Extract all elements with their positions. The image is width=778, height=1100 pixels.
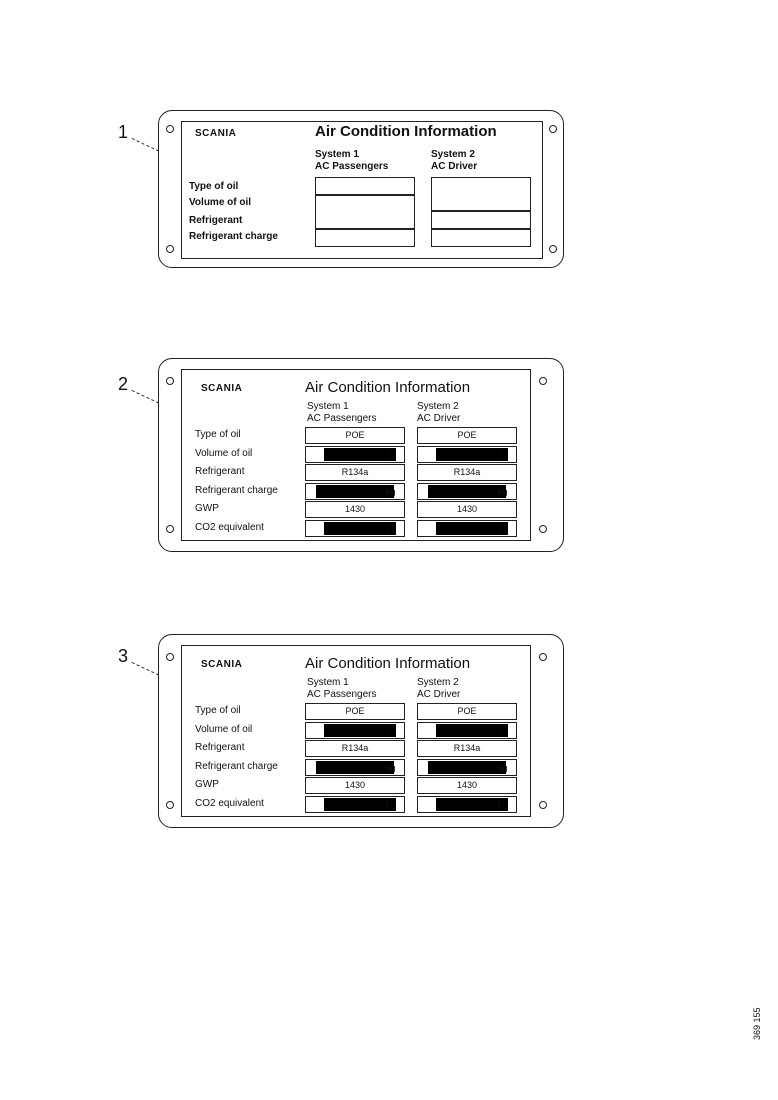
screw-icon	[166, 653, 174, 661]
ac-info-plate-1	[158, 110, 564, 268]
system1-value-cell	[305, 483, 405, 500]
system1-value-cell	[305, 759, 405, 776]
row-label: GWP	[195, 779, 219, 790]
callout-1-leader	[132, 138, 160, 152]
cell-value: R134a	[341, 467, 369, 477]
screw-icon	[166, 525, 174, 533]
row-label: Type of oil	[195, 705, 241, 716]
row-label: CO2 equivalent	[195, 797, 264, 809]
plate-1-row-label: Type of oil	[189, 181, 239, 192]
plate-3-title: Air Condition Information	[305, 655, 471, 672]
plate-1-system1-cell	[315, 195, 415, 229]
cell-value: R134a	[453, 743, 481, 753]
system2-value-cell	[417, 777, 517, 794]
callout-3-leader	[132, 662, 160, 676]
screw-icon	[166, 125, 174, 133]
unit-label: l	[386, 449, 388, 460]
unit-label: t	[386, 523, 389, 534]
redacted-value-block	[316, 761, 394, 774]
plate-1-system2-cell	[431, 211, 531, 229]
plate-2-system1-header: System 1 AC Passengers	[307, 401, 377, 424]
plate-1-system2-header: System 2 AC Driver	[431, 149, 478, 172]
cell-value: 1430	[344, 780, 366, 790]
system2-value-cell	[417, 464, 517, 481]
screw-icon	[539, 801, 547, 809]
cell-value: POE	[345, 706, 365, 716]
plate-1-row-label: Volume of oil	[189, 197, 252, 208]
screw-icon	[166, 801, 174, 809]
system2-value-cell	[417, 759, 517, 776]
system2-value-cell	[417, 740, 517, 757]
unit-label: kg	[386, 486, 396, 497]
system2-value-cell	[417, 446, 517, 463]
plate-1-system1-header: System 1 AC Passengers	[315, 149, 389, 172]
callout-1: 1	[118, 122, 129, 142]
system1-value-cell	[305, 427, 405, 444]
screw-icon	[549, 125, 557, 133]
callout-3: 3	[118, 646, 129, 666]
system1-value-cell	[305, 703, 405, 720]
scania-logo: SCANIA	[201, 383, 243, 394]
unit-label: l	[498, 725, 500, 736]
unit-label: t	[386, 799, 389, 810]
system2-value-cell	[417, 427, 517, 444]
system1-value-cell	[305, 501, 405, 518]
row-label: GWP	[195, 503, 219, 514]
system2-value-cell	[417, 796, 517, 813]
plate-1-system2-cell	[431, 177, 531, 211]
row-label: Volume of oil	[195, 447, 253, 459]
cell-value: 1430	[456, 504, 478, 514]
redacted-value-block	[428, 485, 506, 498]
ac-info-plate-2	[158, 358, 564, 552]
system1-value-cell	[305, 796, 405, 813]
unit-label: kg	[498, 762, 508, 773]
row-label: Refrigerant charge	[195, 484, 278, 496]
unit-label: l	[386, 725, 388, 736]
plate-2-title: Air Condition Information	[305, 379, 471, 396]
figure-reference-number: 369 155	[752, 1007, 762, 1040]
plate-1-system1-cell	[315, 177, 415, 195]
unit-label: l	[498, 449, 500, 460]
row-label: Refrigerant	[195, 466, 245, 477]
ac-info-plate-3	[158, 634, 564, 828]
cell-value: R134a	[341, 743, 369, 753]
cell-value: 1430	[344, 504, 366, 514]
system2-value-cell	[417, 703, 517, 720]
plate-1-system2-cell	[431, 229, 531, 247]
cell-value: 1430	[456, 780, 478, 790]
screw-icon	[539, 653, 547, 661]
scania-logo: SCANIA	[201, 659, 243, 670]
screw-icon	[539, 525, 547, 533]
row-label: Refrigerant charge	[195, 760, 278, 772]
redacted-value-block	[316, 485, 394, 498]
system2-value-cell	[417, 722, 517, 739]
callout-2-leader	[132, 390, 160, 404]
system1-value-cell	[305, 464, 405, 481]
plate-3-system1-header: System 1 AC Passengers	[307, 677, 377, 700]
system1-value-cell	[305, 777, 405, 794]
system2-value-cell	[417, 520, 517, 537]
system2-value-cell	[417, 501, 517, 518]
cell-value: POE	[457, 706, 477, 716]
plate-1-title: Air Condition Information	[315, 123, 497, 140]
row-label: Volume of oil	[195, 723, 253, 735]
plate-2-system2-header: System 2 AC Driver	[417, 401, 461, 424]
unit-label: kg	[386, 762, 396, 773]
screw-icon	[166, 245, 174, 253]
unit-label: t	[498, 799, 501, 810]
plate-1-row-label: Refrigerant	[189, 215, 243, 226]
cell-value: POE	[345, 430, 365, 440]
screw-icon	[549, 245, 557, 253]
row-label: CO2 equivalent	[195, 521, 264, 533]
redacted-value-block	[428, 761, 506, 774]
screw-icon	[166, 377, 174, 385]
scania-logo: SCANIA	[195, 128, 237, 139]
cell-value: POE	[457, 430, 477, 440]
callout-2: 2	[118, 374, 129, 394]
unit-label: kg	[498, 486, 508, 497]
row-label: Refrigerant	[195, 742, 245, 753]
unit-label: t	[498, 523, 501, 534]
cell-value: R134a	[453, 467, 481, 477]
system1-value-cell	[305, 740, 405, 757]
plate-1-row-label: Refrigerant charge	[189, 231, 278, 242]
system2-value-cell	[417, 483, 517, 500]
plate-3-system2-header: System 2 AC Driver	[417, 677, 461, 700]
system1-value-cell	[305, 446, 405, 463]
system1-value-cell	[305, 722, 405, 739]
plate-1-system1-cell	[315, 229, 415, 247]
row-label: Type of oil	[195, 429, 241, 440]
screw-icon	[539, 377, 547, 385]
system1-value-cell	[305, 520, 405, 537]
